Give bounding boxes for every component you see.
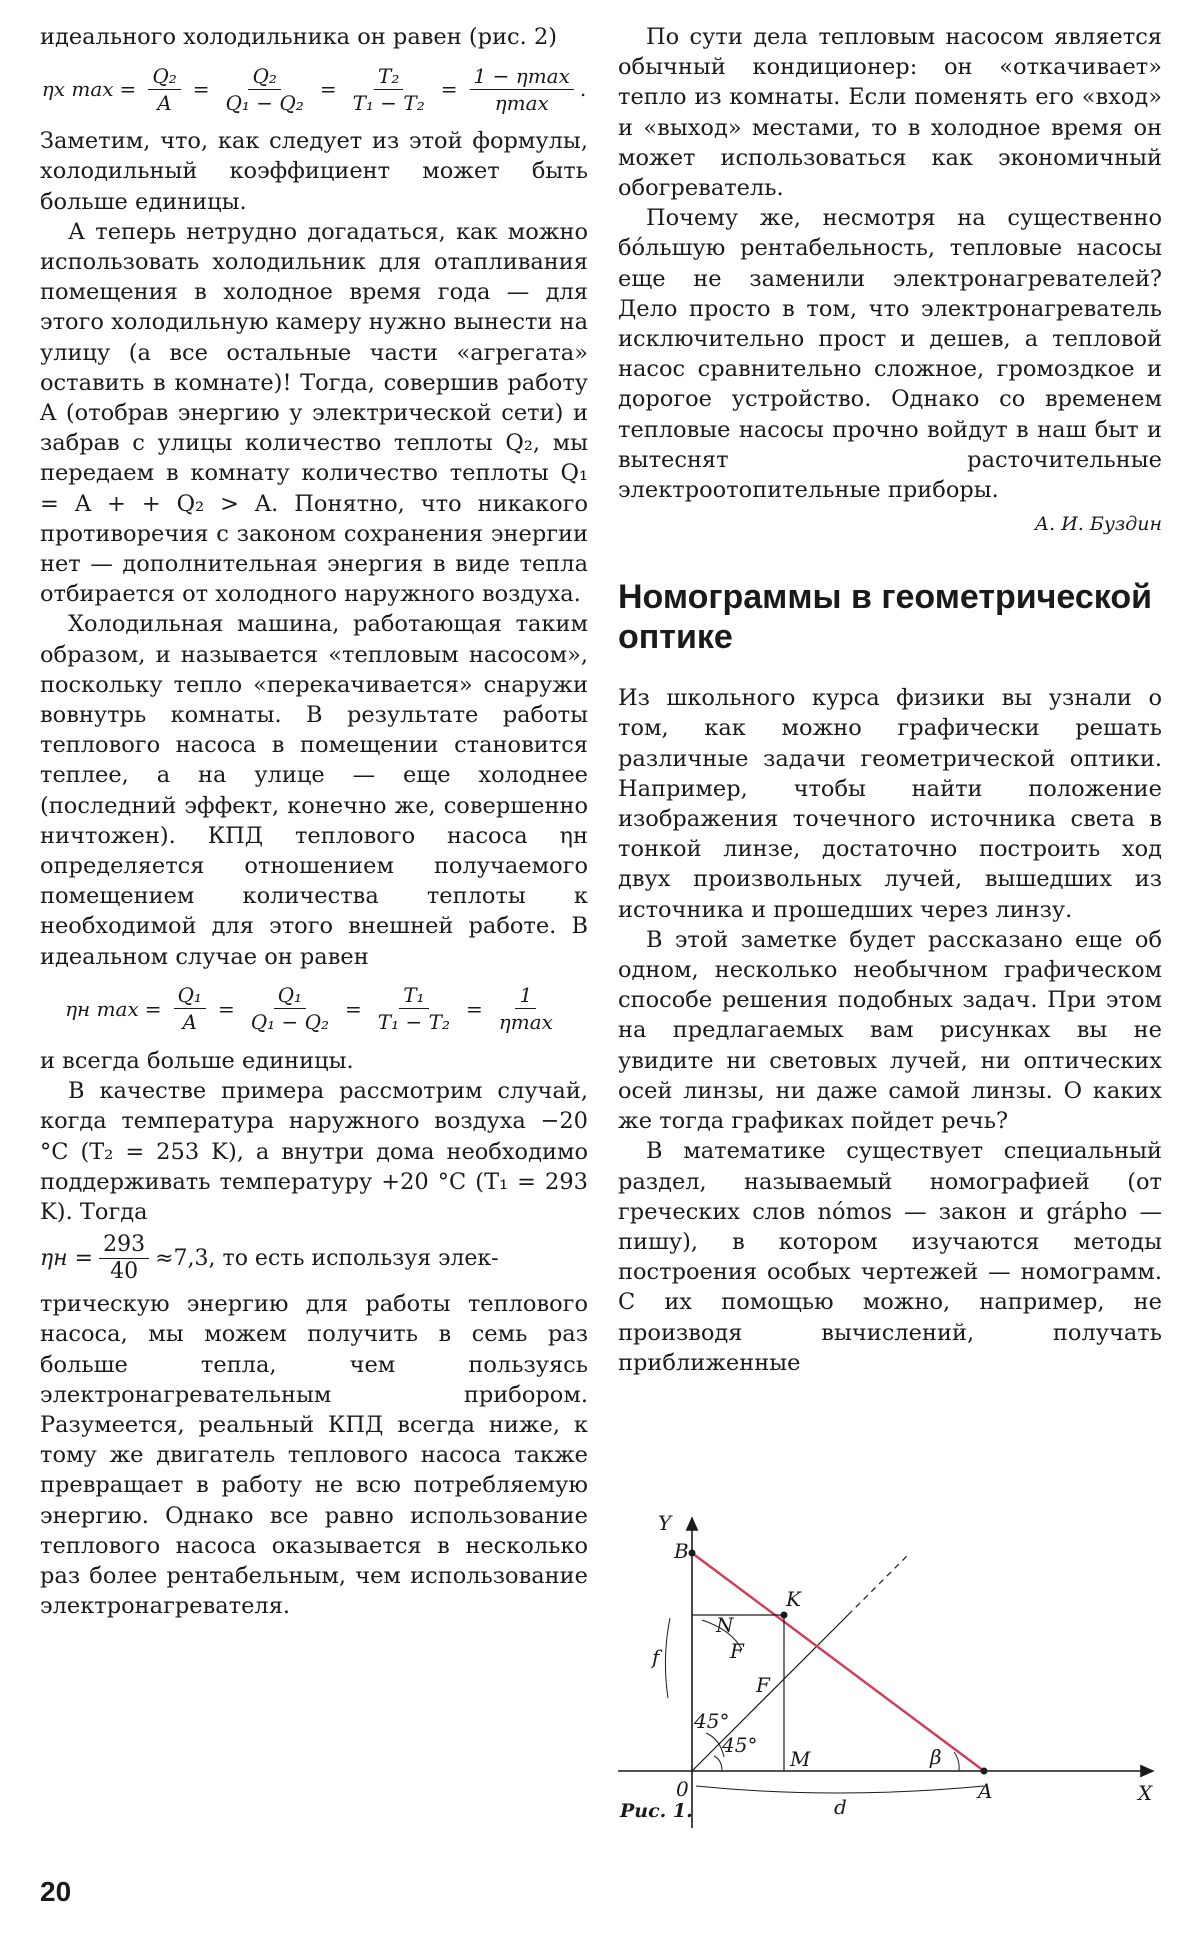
label-y: Y — [658, 1511, 672, 1535]
left-column — [40, 22, 588, 1621]
formula-pump-efficiency: ηн max = $\frac{\text{Q₁}}{A}$ = $\frac{\text{Q₁}}{\text{Q₁ − Q₂}}$ = $\frac{\text{T₁}}{\text{T₁ − T₂}}$ = $\frac{1}{\eta\max}$ — [65, 983, 553, 1035]
label-angle-45-a: 45° — [694, 1709, 730, 1733]
point-k — [781, 1612, 788, 1619]
paragraph: Холодильная машина, работающая таким образом, и называется «тепловым насосом», поскольку тепло «перекачивается» снаружи вовнутрь комнаты. В результате работы теплового насоса в помещении становится теплее, а на улице — еще холоднее (последний эффект, конечно же, совершенно ничтожен). КПД теплового насоса ηн определяется отношением получаемого помещением количества теплоты к необходимой для этого внешней работе. В идеальном случае он равен — [40, 611, 588, 970]
figure-caption: Рис. 1. — [620, 1800, 693, 1822]
paragraph: В этой заметке будет рассказано еще об одном, несколько необычном графическом способе решения подобных задач. При этом на предлагаемых вам рисунках вы не увидите ни световых лучей, ни оптических осей линзы, ни даже самой линзы. О каких же тогда графиках пойдет речь? — [618, 926, 1162, 1135]
label-n: N — [716, 1613, 734, 1637]
angle-arc-beta — [954, 1752, 959, 1771]
label-a: A — [978, 1779, 993, 1803]
paragraph: и всегда больше единицы. — [40, 1047, 354, 1074]
label-b: B — [674, 1539, 689, 1563]
label-m: M — [790, 1747, 811, 1771]
point-a — [981, 1768, 988, 1775]
page-number: 20 — [40, 1876, 72, 1907]
formula-example: ηн = $\frac{293}{40}$ ≈7,3, то есть используя элек- — [40, 1231, 499, 1284]
paragraph: трическую энергию для работы теплового насоса, мы можем получить в семь раз больше тепла, чем пользуясь электронагревательным прибором. Разумеется, реальный КПД всегда ниже, к тому же двигатель теплового насоса также превращает в работу не всю потребляемую энергию. Однако все равно использование теплового насоса оказывается в несколько раз более рентабельным, чем использование электронагревателя. — [40, 1291, 588, 1620]
label-F-vertical: F — [756, 1673, 770, 1697]
paragraph: Из школьного курса физики вы узнали о том, как можно графически решать различные задачи геометрической оптики. Например, чтобы найти положение изображения точечного источника света в тонкой линзе, достаточно построить ход двух произвольных лучей, вышедших из источника и прошедших через линзу. — [618, 685, 1162, 923]
label-angle-45-b: 45° — [722, 1733, 758, 1757]
angle-arc-2 — [714, 1756, 722, 1771]
brace-f-small — [665, 1618, 670, 1698]
paragraph: Заметим, что, как следует из этой формулы, холодильный коэффициент может быть больше единицы. — [40, 128, 588, 215]
label-k: K — [786, 1587, 801, 1611]
paragraph: В математике существует специальный раздел, называемый номографией (от греческих слов nómos — закон и grápho — пишу), в котором изучаются методы построения особых чертежей — номограмм. С их помощью можно, например, не производя вычислений, получать приближенные — [618, 1138, 1162, 1376]
bisector-line — [692, 1615, 848, 1771]
right-column — [618, 22, 1162, 1378]
point-b — [689, 1550, 696, 1557]
label-beta: β — [930, 1745, 942, 1769]
article-heading: Номограммы в геометрической оптике — [618, 578, 1152, 657]
label-F-horizontal: F — [730, 1639, 744, 1663]
paragraph: А теперь нетрудно догадаться, как можно использовать холодильник для отапливания помещения в холодное время года — для этого холодильную камеру нужно вынести на улицу (а все остальные части «агрегата» оставить в комнате)! Тогда, совершив работу A (отобрав энергию у электрической сети) и забрав с улицы количество теплоты Q₂, мы передаем в комнату количество теплоты Q₁ = A + + Q₂ > A. Понятно, что никакого противоречия с законом сохранения энергии нет — дополнительная энергия в виде тепла отбирается от холодного наружного воздуха. — [40, 218, 588, 608]
formula-fridge-efficiency: ηх max = $\frac{\text{Q₂}}{A}$ = $\frac{\text{Q₂}}{\text{Q₁ − Q₂}}$ = $\frac{\text{T₂}}{\text{T₁ − T₂}}$ = $\frac{1 - \eta\max}{\eta\max}$ . — [41, 63, 587, 115]
author-signature: А. И. Буздин — [1034, 513, 1162, 536]
paragraph: По сути дела тепловым насосом является обычный кондиционер: он «откачивает» тепло из комнаты. Если поменять его «вход» и «выход» местами, то в холодное время он может использоваться как экономичный обогреватель. — [618, 24, 1162, 202]
bisector-dashed — [848, 1555, 908, 1615]
paragraph: идеального холодильника он равен (рис. 2) — [40, 24, 558, 50]
label-d: d — [834, 1795, 847, 1819]
brace-d — [696, 1786, 984, 1793]
label-x: X — [1138, 1781, 1153, 1805]
paragraph: В качестве примера рассмотрим случай, когда температура наружного воздуха −20 °C (T₂ = 253 K), а внутри дома необходимо поддерживать температуру +20 °C (T₁ = 293 K). Тогда — [40, 1078, 588, 1225]
figure-nomogram — [618, 1508, 1162, 1838]
paragraph: Почему же, несмотря на существенно бо́льшую рентабельность, тепловые насосы еще не заменили электронагревателей? Дело просто в том, что электронагреватель исключительно прост и дешев, а тепловой насос сравнительно сложное, громоздкое и дорогое устройство. Однако со временем тепловые насосы прочно войдут в наш быт и вытеснят расточительные электроотопительные приборы. — [618, 205, 1162, 504]
label-origin: 0 — [676, 1777, 689, 1801]
label-f: f — [652, 1645, 660, 1669]
